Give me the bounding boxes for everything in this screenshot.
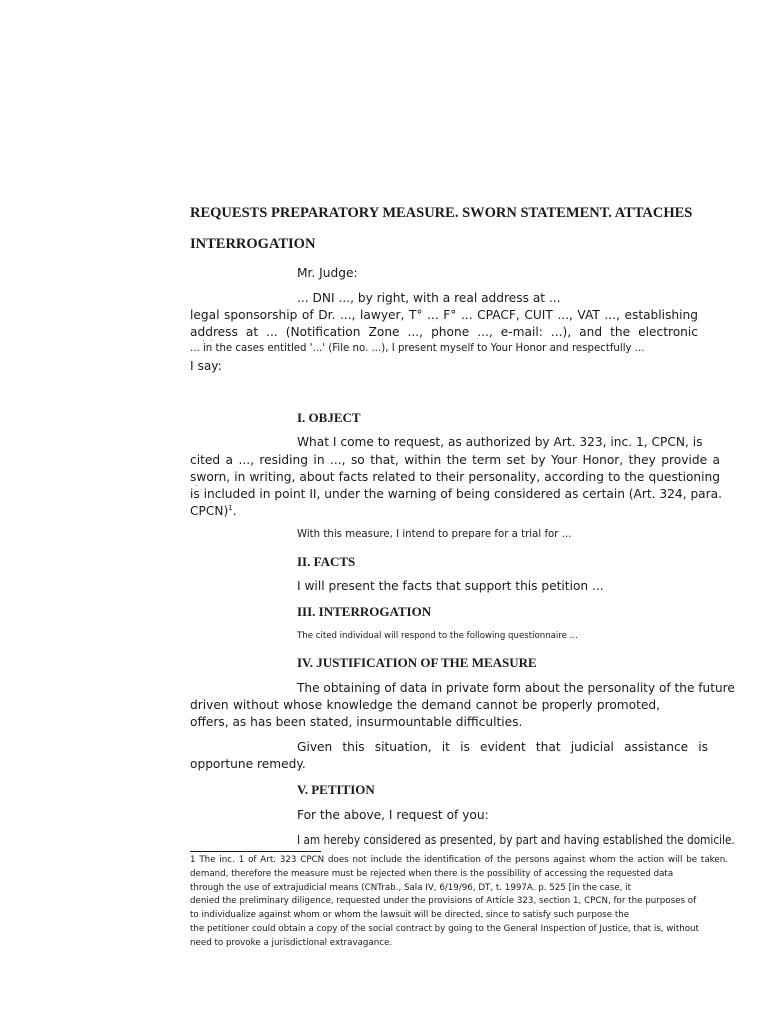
justification-line-5: opportune remedy. — [190, 757, 306, 771]
footnote-reference: 1 — [228, 503, 233, 512]
salutation: Mr. Judge: — [297, 266, 358, 280]
justification-line-4: Given this situation, it is evident that judicial assistance is — [297, 740, 708, 754]
section-heading-justification: IV. JUSTIFICATION OF THE MEASURE — [297, 655, 537, 670]
footnote-line-7: need to provoke a jurisdictional extravagance. — [190, 938, 393, 948]
object-line-3: sworn, in writing, about facts related to their personality, according to the questioning — [190, 470, 720, 484]
justification-line-2: driven without whose knowledge the demand cannot be properly promoted, — [190, 698, 660, 712]
intro-line-5: I say: — [190, 359, 222, 373]
petition-line-1: For the above, I request of you: — [297, 808, 489, 822]
section-heading-facts: II. FACTS — [297, 554, 356, 569]
object-line-4: is included in point II, under the warning of being considered as certain (Art. 324, para. — [190, 487, 722, 501]
object-line-5-text: CPCN) — [190, 504, 229, 518]
justification-line-1: The obtaining of data in private form about the personality of the future — [297, 681, 735, 695]
object-line-1: What I come to request, as authorized by Art. 323, inc. 1, CPCN, is — [297, 435, 703, 449]
justification-line-3: offers, as has been stated, insurmountable difficulties. — [190, 715, 523, 729]
object-line-5-end: . — [232, 504, 237, 518]
footnote-line-6: the petitioner could obtain a copy of the social contract by going to the General Inspection of Justice, that is, without — [190, 924, 699, 934]
section-heading-interrogation: III. INTERROGATION — [297, 604, 432, 619]
footnote-line-1: 1 The inc. 1 of Art. 323 CPCN does not include the identification of the persons against whom the action will be taken. — [190, 855, 728, 865]
object-note: With this measure, I intend to prepare for a trial for ... — [297, 529, 572, 540]
petition-line-2: I am hereby considered as presented, by part and having established the domicile. — [297, 833, 735, 847]
section-heading-object: I. OBJECT — [297, 410, 361, 425]
footnote-line-2: demand, therefore the measure must be rejected when there is the possibility of accessing the requested data — [190, 869, 674, 879]
intro-line-2: legal sponsorship of Dr. ..., lawyer, T° ... F° ... CPACF, CUIT ..., VAT ..., establishing — [190, 308, 698, 322]
footnote-line-3: through the use of extrajudicial means (CNTrab., Sala IV, 6/19/96, DT, t. 1997A. p. 525 [in the case, it — [190, 883, 631, 893]
facts-text: I will present the facts that support this petition ... — [297, 579, 604, 593]
footnote-line-4: denied the preliminary diligence, requested under the provisions of Article 323, section 1, CPCN, for the purposes of — [190, 896, 697, 906]
intro-line-1: ... DNI ..., by right, with a real address at ... — [297, 291, 561, 305]
document-title-line-2: INTERROGATION — [190, 236, 316, 252]
object-line-5 — [190, 504, 237, 518]
footnote-separator — [190, 851, 321, 852]
document-title-line-1: REQUESTS PREPARATORY MEASURE. SWORN STATEMENT. ATTACHES — [190, 205, 693, 221]
interrogation-text: The cited individual will respond to the following questionnaire ... — [297, 631, 578, 641]
footnote-line-5: to individualize against whom or whom the lawsuit will be directed, since to satisfy such purpose the — [190, 910, 630, 920]
intro-line-3: address at ... (Notification Zone ..., phone ..., e-mail: ...), and the electronic — [190, 325, 698, 339]
section-heading-petition: V. PETITION — [297, 782, 375, 797]
object-line-2: cited a ..., residing in ..., so that, within the term set by Your Honor, they provide a — [190, 453, 720, 467]
intro-line-4: ... in the cases entitled '...' (File no. ...), I present myself to Your Honor and respectfully ... — [190, 343, 645, 354]
